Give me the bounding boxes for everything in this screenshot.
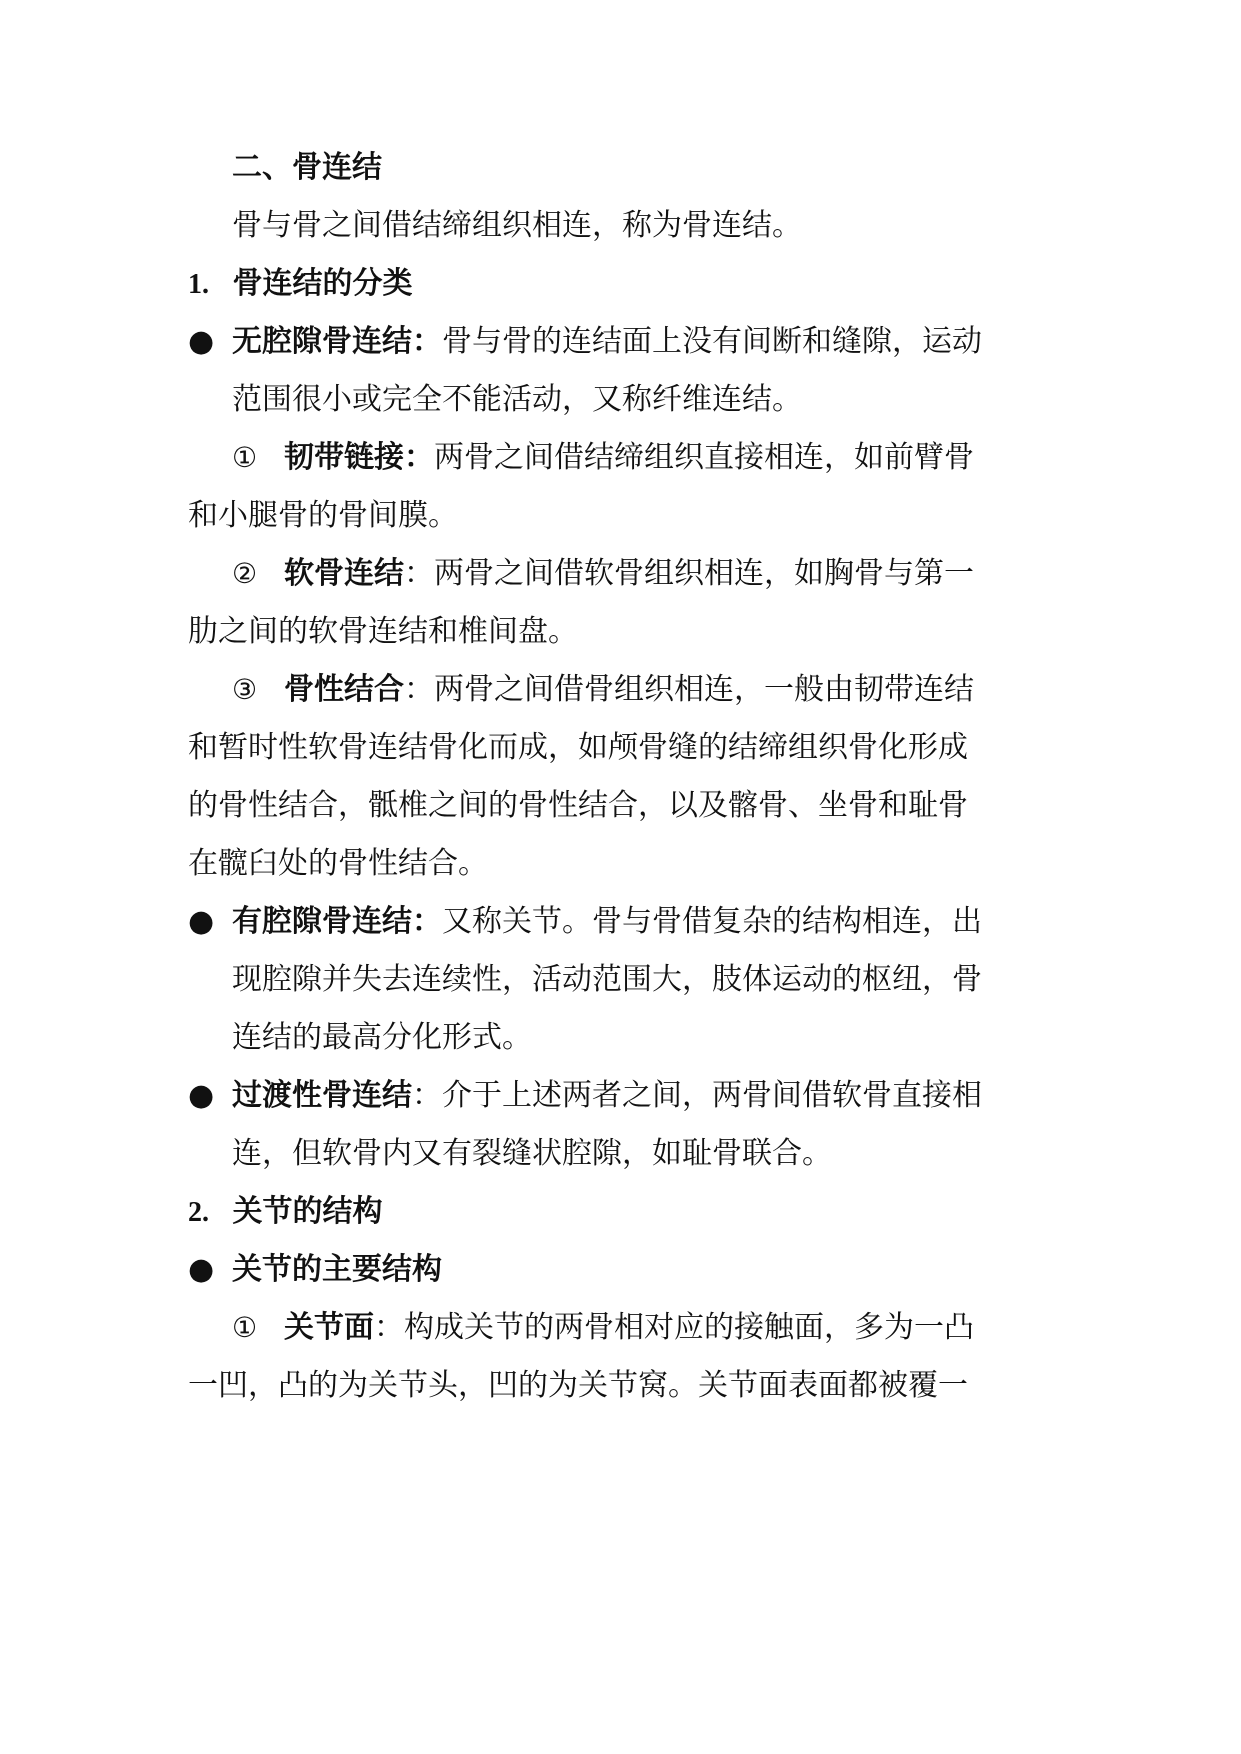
- sub-text: 构成关节的两骨相对应的接触面，多为一凸: [404, 1310, 974, 1345]
- term-fibrous-joint: 无腔隙骨连结: [232, 324, 412, 359]
- circled-number-marker: ①: [232, 441, 258, 474]
- term-colon: ：: [374, 1310, 404, 1345]
- heading-text: 关节的结构: [232, 1194, 383, 1229]
- term-colon: ：: [412, 904, 442, 939]
- sub-articular-surface-line1: [232, 1308, 974, 1348]
- section-title: 二、骨连结: [232, 150, 382, 185]
- heading-joint-structure: [188, 1192, 383, 1232]
- term-colon: ：: [404, 556, 434, 591]
- item-synovial-joint-line1: [232, 902, 982, 942]
- heading-number: 1.: [188, 269, 209, 300]
- intro-paragraph: 骨与骨之间借结缔组织相连，称为骨连结。: [232, 208, 802, 243]
- item-synovial-joint-line3: 连结的最高分化形式。: [232, 1020, 532, 1055]
- term-colon: ：: [404, 672, 434, 707]
- bullet-icon: ●: [188, 1252, 215, 1287]
- circled-number-marker: ②: [232, 557, 258, 590]
- term-synovial-joint: 有腔隙骨连结: [232, 904, 412, 939]
- sub-ligament-line1: [232, 438, 974, 478]
- term-cartilage: 软骨连结: [284, 556, 404, 591]
- circled-number-marker: ③: [232, 673, 258, 706]
- term-synostosis: 骨性结合: [284, 672, 404, 707]
- term-colon: ：: [412, 324, 442, 359]
- term-colon: ：: [404, 440, 434, 475]
- sub-text: 两骨之间借结缔组织直接相连，如前臂骨: [434, 440, 974, 475]
- item-transitional-joint-line1: [232, 1076, 982, 1116]
- item-text: 介于上述两者之间，两骨间借软骨直接相: [442, 1078, 982, 1113]
- item-fibrous-joint-line1: [232, 322, 982, 362]
- heading-classification: [188, 264, 413, 304]
- item-transitional-joint-line2: 连，但软骨内又有裂缝状腔隙，如耻骨联合。: [232, 1136, 832, 1171]
- bullet-icon: ●: [188, 904, 215, 939]
- term-colon: ：: [412, 1078, 442, 1113]
- sub-articular-surface-line2: 一凹，凸的为关节头，凹的为关节窝。关节面表面都被覆一: [188, 1368, 968, 1403]
- item-synovial-joint-line2: 现腔隙并失去连续性，活动范围大，肢体运动的枢纽，骨: [232, 962, 982, 997]
- sub-ligament-line2: 和小腿骨的骨间膜。: [188, 498, 458, 533]
- term-articular-surface: 关节面: [284, 1310, 374, 1345]
- sub-cartilage-line2: 肋之间的软骨连结和椎间盘。: [188, 614, 578, 649]
- sub-text: 两骨之间借骨组织相连，一般由韧带连结: [434, 672, 974, 707]
- circled-number-marker: ①: [232, 1311, 258, 1344]
- term-ligament: 韧带链接: [284, 440, 404, 475]
- bullet-icon: ●: [188, 324, 215, 359]
- sub-synostosis-line4: 在髋臼处的骨性结合。: [188, 846, 488, 881]
- sub-cartilage-line1: [232, 554, 974, 594]
- heading-number: 2.: [188, 1197, 209, 1228]
- item-text: 骨与骨的连结面上没有间断和缝隙，运动: [442, 324, 982, 359]
- term-transitional-joint: 过渡性骨连结: [232, 1078, 412, 1113]
- item-main-structure: 关节的主要结构: [232, 1252, 442, 1287]
- sub-synostosis-line2: 和暂时性软骨连结骨化而成，如颅骨缝的结缔组织骨化形成: [188, 730, 968, 765]
- sub-synostosis-line3: 的骨性结合，骶椎之间的骨性结合，以及髂骨、坐骨和耻骨: [188, 788, 968, 823]
- item-text: 又称关节。骨与骨借复杂的结构相连，出: [442, 904, 982, 939]
- bullet-icon: ●: [188, 1078, 215, 1113]
- item-fibrous-joint-line2: 范围很小或完全不能活动，又称纤维连结。: [232, 382, 802, 417]
- sub-synostosis-line1: [232, 670, 974, 710]
- sub-text: 两骨之间借软骨组织相连，如胸骨与第一: [434, 556, 974, 591]
- heading-text: 骨连结的分类: [232, 266, 413, 301]
